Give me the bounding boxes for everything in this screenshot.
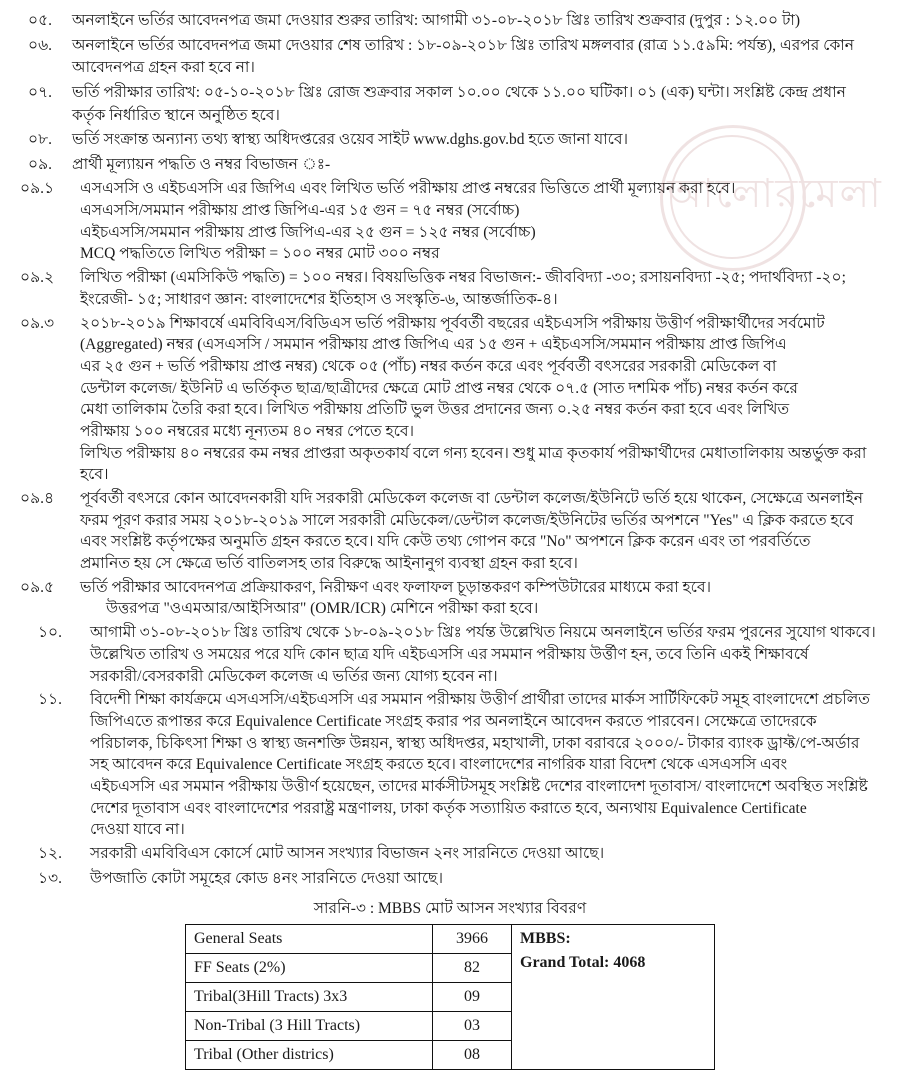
clause-number: ০৯.৩ — [20, 314, 55, 332]
seat-label: Tribal(3Hill Tracts) 3x3 — [186, 983, 433, 1012]
clause-09-5 — [14, 577, 886, 620]
clause-05 — [14, 10, 886, 33]
clause-text: অনলাইনে ভর্তির আবেদনপত্র জমা দেওয়ার শেষ তারিখ : ১৮-০৯-২০১৮ খ্রিঃ তারিখ মঙ্গলবার (রাত্র ১১.৫৯মি: পর্যন্ত), এরপর কোন আবেদনপত্র গ্রহন করা হবে না। — [72, 36, 855, 77]
clause-number: ১২. — [38, 845, 63, 862]
clause-09-1 — [14, 178, 886, 265]
table-row — [186, 925, 715, 954]
seat-distribution-table — [185, 924, 715, 1070]
clause-number: ০৬. — [28, 36, 53, 54]
clause-11 — [14, 689, 886, 841]
table-title: সারনি-৩ : MBBS মোট আসন সংখ্যার বিবরণ — [313, 900, 587, 918]
clause-text: উপজাতি কোটা সমূহের কোড ৪নং সারনিতে দেওয়া আছে। — [90, 869, 443, 887]
seat-value: 3966 — [433, 925, 512, 954]
seat-label: General Seats — [186, 925, 433, 954]
clause-number: ০৯.৪ — [20, 490, 55, 507]
seat-value: 03 — [433, 1012, 512, 1041]
summary-total: Grand Total: 4068 — [520, 954, 646, 972]
clause-09-3 — [14, 313, 886, 487]
clause-number: ০৯. — [28, 155, 53, 173]
seat-summary-cell — [512, 925, 715, 1070]
clause-text: প্রার্থী মূল্যায়ন পদ্ধতি ও নম্বর বিভাজন ঃ- — [72, 155, 331, 173]
clause-08 — [14, 129, 886, 152]
clause-text: পূর্ববর্তী বৎসরে কোন আবেদনকারী যদি সরকারী মেডিকেল কলেজ বা ডেন্টাল কলেজ/ইউনিটে ভর্তি হয়ে থাকেন, সেক্ষেত্রে অনলাইন ফরম পূরণ করার সময় ২০১৮-২০১৯ সালে সরকারী মেডিকেল/ডেন্টাল কলেজ/ইউনিটের ভর্তির অপশনে "Yes" এ ক্লিক করতে হবে এবং সংশ্লিষ্ট কর্তৃপক্ষের অনুমতি গ্রহন করতে হবে। যদি কেউ তথ্য গোপন করে "No" অপশনে ক্লিক করেন এবং তা পরবর্তিতে প্রমানিত হয় সে ক্ষেত্রে ভর্তি বাতিলসহ তার বিরুদ্ধে আইনানুগ ব্যবস্থা গ্রহন করা হবে। — [80, 490, 863, 573]
clause-09-4 — [14, 488, 886, 575]
clause-text: বিদেশী শিক্ষা কার্যক্রমে এসএসসি/এইচএসসি এর সমমান পরীক্ষায় উত্তীর্ণ প্রার্থীরা তাদের মার্কস সার্টিফিকেট সমূহ বাংলাদেশে প্রচলিত জিপিএতে রূপান্তর করে Equivalence Certificate সংগ্রহ করার পর অনলাইনে আবেদন করতে পারবেন। সেক্ষেত্রে তাদেরকে পরিচালক, চিকিৎসা শিক্ষা ও স্বাস্থ্য জনশক্তি উন্নয়ন, স্বাস্থ্য অধিদপ্তর, মহাখালী, ঢাকা বরাবরে ২০০০/- টাকার ব্যাংক ড্রাফ্ট/পে-অর্ডার সহ আবেদন করে Equivalence Certificate সংগ্রহ করতে হবে। বাংলাদেশের নাগরিক যারা বিদেশ থেকে এসএসসি এবং এইচএসসি এর সমমান পরীক্ষায় উত্তীর্ণ হয়েছেন, তাদের মার্কসীটসমূহ সংশ্লিষ্ট দেশের বাংলাদেশ দূতাবাস/ বাংলাদেশে অবস্থিত সংশ্লিষ্ট দেশের দূতাবাস এবং বাংলাদেশের পররাষ্ট্র মন্ত্রণালয়, ঢাকা কর্তৃক সত্যায়িত করাতে হবে, অন্যথায় Equivalence Certificate দেওয়া যাবে না। — [90, 691, 870, 839]
clause-text: আগামী ৩১-০৮-২০১৮ খ্রিঃ তারিখ থেকে ১৮-০৯-২০১৮ খ্রিঃ পর্যন্ত উল্লেখিত নিয়মে অনলাইনে ভর্তির ফরম পুরনের সুযোগ থাকবে। উল্লেখিত তারিখ ও সময়ের পরে যদি কোন ছাত্র যদি এইচএসসি এর সমমান পরীক্ষায় উর্ত্তীণ হন, তবে তিনি একই শিক্ষাবর্ষে সরকারী/বেসরকারী মেডিকেল কলেজ এ ভর্তির জন্য যোগ্য হবেন না। — [90, 624, 876, 685]
clause-09 — [14, 154, 886, 177]
clause-number: ০৯.৫ — [20, 578, 55, 596]
seat-label: Non-Tribal (3 Hill Tracts) — [186, 1012, 433, 1041]
clause-06 — [14, 35, 886, 80]
clause-number: ১১. — [38, 691, 62, 709]
seat-label: FF Seats (2%) — [186, 954, 433, 983]
clause-09-2 — [14, 267, 886, 310]
clause-number: ০৫. — [28, 12, 53, 29]
clause-text: ২০১৮-২০১৯ শিক্ষাবর্ষে এমবিবিএস/বিডিএস ভর্তি পরীক্ষায় পূর্ববর্তী বছরের এইচএসসি পরীক্ষায় উত্তীর্ণ পরীক্ষার্থীদের সর্বমোট (Aggregated) নম্বর (এসএসসি / সমমান পরীক্ষায় প্রাপ্ত জিপিএ এর ১৫ গুন + এইচএসসি/সমমান পরীক্ষায় প্রাপ্ত জিপিএ এর ২৫ গুন + ভর্তি পরীক্ষায় প্রাপ্ত নম্বর) থেকে ০৫ (পাঁচ) নম্বর কর্তন করে এবং পূর্ববর্তী বৎসরের সরকারী মেডিকেল বা ডেন্টাল কলেজ/ ইউনিট এ ভর্তিকৃত ছাত্র/ছাত্রীদের ক্ষেত্রে মোট প্রাপ্ত নম্বর থেকে ০৭.৫ (সাত দশমিক পাঁচ) নম্বর কর্তন করে মেধা তালিকাম তৈরি করা হবে। লিখিত পরীক্ষায় প্রতিটি ভুল উত্তর প্রদানের জন্য ০.২৫ নম্বর কর্তন করা হবে এবং লিখিত পরীক্ষায় ১০০ নম্বরের মধ্যে নূন্যতম ৪০ নম্বর পেতে হবে। লিখিত পরীক্ষায় ৪০ নম্বরের কম নম্বর প্রাপ্তরা অকৃতকার্য বলে গন্য হবেন। শুধু মাত্র কৃতকার্য পরীক্ষার্থীদের মেধাতালিকায় অন্তর্ভুক্ত করা হবে। — [80, 314, 867, 484]
clause-number: ০৮. — [28, 131, 53, 149]
clause-text: ভর্তি পরীক্ষার তারিখ: ০৫-১০-২০১৮ খ্রিঃ রোজ শুক্রবার সকাল ১০.০০ থেকে ১১.০০ ঘটিকা। ০১ (এক) ঘন্টা। সংশ্লিষ্ট কেন্দ্র প্রধান কর্তৃক নির্ধারিত স্থানে অনুষ্ঠিত হবে। — [72, 83, 846, 124]
clause-10 — [14, 622, 886, 687]
seat-value: 09 — [433, 983, 512, 1012]
watermark-text: আলোরমেলা — [667, 170, 883, 216]
seat-value: 08 — [433, 1041, 512, 1070]
clause-13 — [14, 868, 886, 891]
clause-text: লিখিত পরীক্ষা (এমসিকিউ পদ্ধতি) = ১০০ নম্বর। বিষয়ভিত্তিক নম্বর বিভাজন:- জীববিদ্যা -৩০; রসায়নবিদ্যা -২৫; পদার্থবিদ্যা -২০; ইংরেজী- ১৫; সাধারণ জ্ঞান: বাংলাদেশের ইতিহাস ও সংস্কৃতি-৬, আন্তর্জাতিক-৪। — [80, 269, 846, 308]
clause-text: এসএসসি ও এইচএসসি এর জিপিএ এবং লিখিত ভর্তি পরীক্ষায় প্রাপ্ত নম্বরের ভিত্তিতে প্রার্থী মূল্যায়ন করা হবে। এসএসসি/সমমান পরীক্ষায় প্রাপ্ত জিপিএ-এর ১৫ গুন = ৭৫ নম্বর (সর্বোচ্চ) এইচএসসি/সমমান পরীক্ষায় প্রাপ্ত জিপিএ-এর ২৫ গুন = ১২৫ নম্বর (সর্বোচ্চ) MCQ পদ্ধতিতে লিখিত পরীক্ষা = ১০০ নম্বর মোট ৩০০ নম্বর — [80, 180, 736, 263]
clause-text: ভর্তি পরীক্ষার আবেদনপত্র প্রক্রিয়াকরণ, নিরীক্ষণ এবং ফলাফল চূড়ান্তকরণ কম্পিউটারের মাধ্যমে করা হবে। উত্তরপত্র "ওএমআর/আইসিআর" (OMR/ICR) মেশিনে পরীক্ষা করা হবে। — [80, 578, 712, 618]
summary-heading: MBBS: — [520, 930, 571, 948]
clause-12 — [14, 843, 886, 866]
clause-07 — [14, 82, 886, 127]
clause-number: ০৯.১ — [20, 180, 55, 198]
clause-text: অনলাইনে ভর্তির আবেদনপত্র জমা দেওয়ার শুরুর তারিখ: আগামী ৩১-০৮-২০১৮ খ্রিঃ তারিখ শুক্রবার (দুপুর : ১২.০০ টা) — [72, 12, 801, 29]
clause-number: ০৭. — [28, 83, 53, 101]
clause-text: ভর্তি সংক্রান্ত অন্যান্য তথ্য স্বাস্থ্য অধিদপ্তরের ওয়েব সাইট www.dghs.gov.bd হতে জানা যাবে। — [72, 131, 629, 149]
seat-table-wrapper — [14, 924, 886, 1070]
clause-number: ১০. — [38, 624, 63, 642]
seat-label: Tribal (Other districs) — [186, 1041, 433, 1070]
seat-value: 82 — [433, 954, 512, 983]
clause-number: ০৯.২ — [20, 269, 55, 287]
clause-number: ১৩. — [38, 869, 63, 887]
clause-text: সরকারী এমবিবিএস কোর্সে মোট আসন সংখ্যার বিভাজন ২নং সারনিতে দেওয়া আছে। — [90, 845, 605, 862]
